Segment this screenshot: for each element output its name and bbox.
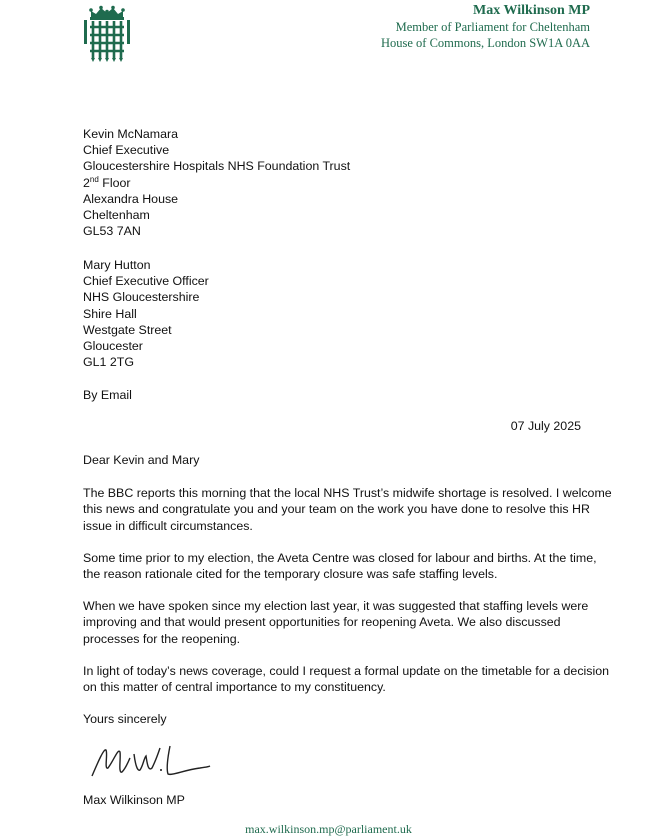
recipient-name: Mary Hutton bbox=[83, 258, 151, 272]
floor-word: Floor bbox=[98, 175, 131, 190]
signatory-name: Max Wilkinson MP bbox=[83, 793, 185, 807]
letter-date: 07 July 2025 bbox=[510, 419, 581, 433]
salutation-text: Dear Kevin and Mary bbox=[83, 453, 200, 467]
mp-name: Max Wilkinson MP bbox=[473, 3, 590, 18]
mp-address: House of Commons, London SW1A 0AA bbox=[380, 36, 590, 50]
recipient-postcode: GL1 2TG bbox=[83, 355, 134, 370]
recipient-title: Chief Executive Officer bbox=[83, 274, 209, 289]
floor-suffix: nd bbox=[89, 174, 99, 184]
body-paragraph-1: The BBC reports this morning that the local NHS Trust’s midwife shortage is resolved. I welcome this news and congratulate you and your team on the work you have done to resolve this HR issue in difficult circumstances. bbox=[83, 486, 612, 533]
recipient-title: Chief Executive bbox=[83, 143, 170, 158]
recipient-street: Westgate Street bbox=[83, 322, 172, 337]
recipient-town: Gloucester bbox=[83, 339, 143, 354]
body-paragraph-4: In light of today’s news coverage, could I request a formal update on the timetable for a decision on this matter of central importance to my constituency. bbox=[83, 664, 609, 695]
signature-image bbox=[88, 740, 218, 790]
recipient-org: Gloucestershire Hospitals NHS Foundation Trust bbox=[83, 159, 351, 174]
recipient-address-2 bbox=[83, 257, 209, 370]
letterhead bbox=[381, 2, 590, 51]
closing-text: Yours sincerely bbox=[83, 712, 167, 726]
recipient-address-1 bbox=[83, 126, 350, 239]
recipient-org: NHS Gloucestershire bbox=[83, 290, 200, 305]
body-paragraph-3: When we have spoken since my election last year, it was suggested that staffing levels were improving and that would present opportunities for reopening Aveta. We also discussed processes for the reopening. bbox=[83, 599, 589, 646]
closing bbox=[83, 711, 167, 727]
delivery-method bbox=[83, 387, 132, 403]
salutation bbox=[83, 452, 199, 468]
recipient-building: Shire Hall bbox=[83, 306, 137, 321]
signatory bbox=[83, 792, 185, 808]
recipient-postcode: GL53 7AN bbox=[83, 224, 141, 239]
delivery-text: By Email bbox=[83, 388, 132, 402]
recipient-floor bbox=[83, 175, 350, 191]
body-paragraph-2: Some time prior to my election, the Aveta Centre was closed for labour and births. At the time, the reason rationale cited for the temporary closure was safe staffing levels. bbox=[83, 551, 597, 582]
footer-email[interactable]: max.wilkinson.mp@parliament.uk bbox=[245, 822, 412, 836]
recipient-town: Cheltenham bbox=[83, 208, 150, 223]
recipient-building: Alexandra House bbox=[83, 191, 179, 206]
recipient-name: Kevin McNamara bbox=[83, 127, 179, 141]
portcullis-logo-icon bbox=[83, 5, 131, 62]
floor-number: 2 bbox=[83, 175, 90, 190]
mp-constituency: Member of Parliament for Cheltenham bbox=[395, 20, 590, 34]
